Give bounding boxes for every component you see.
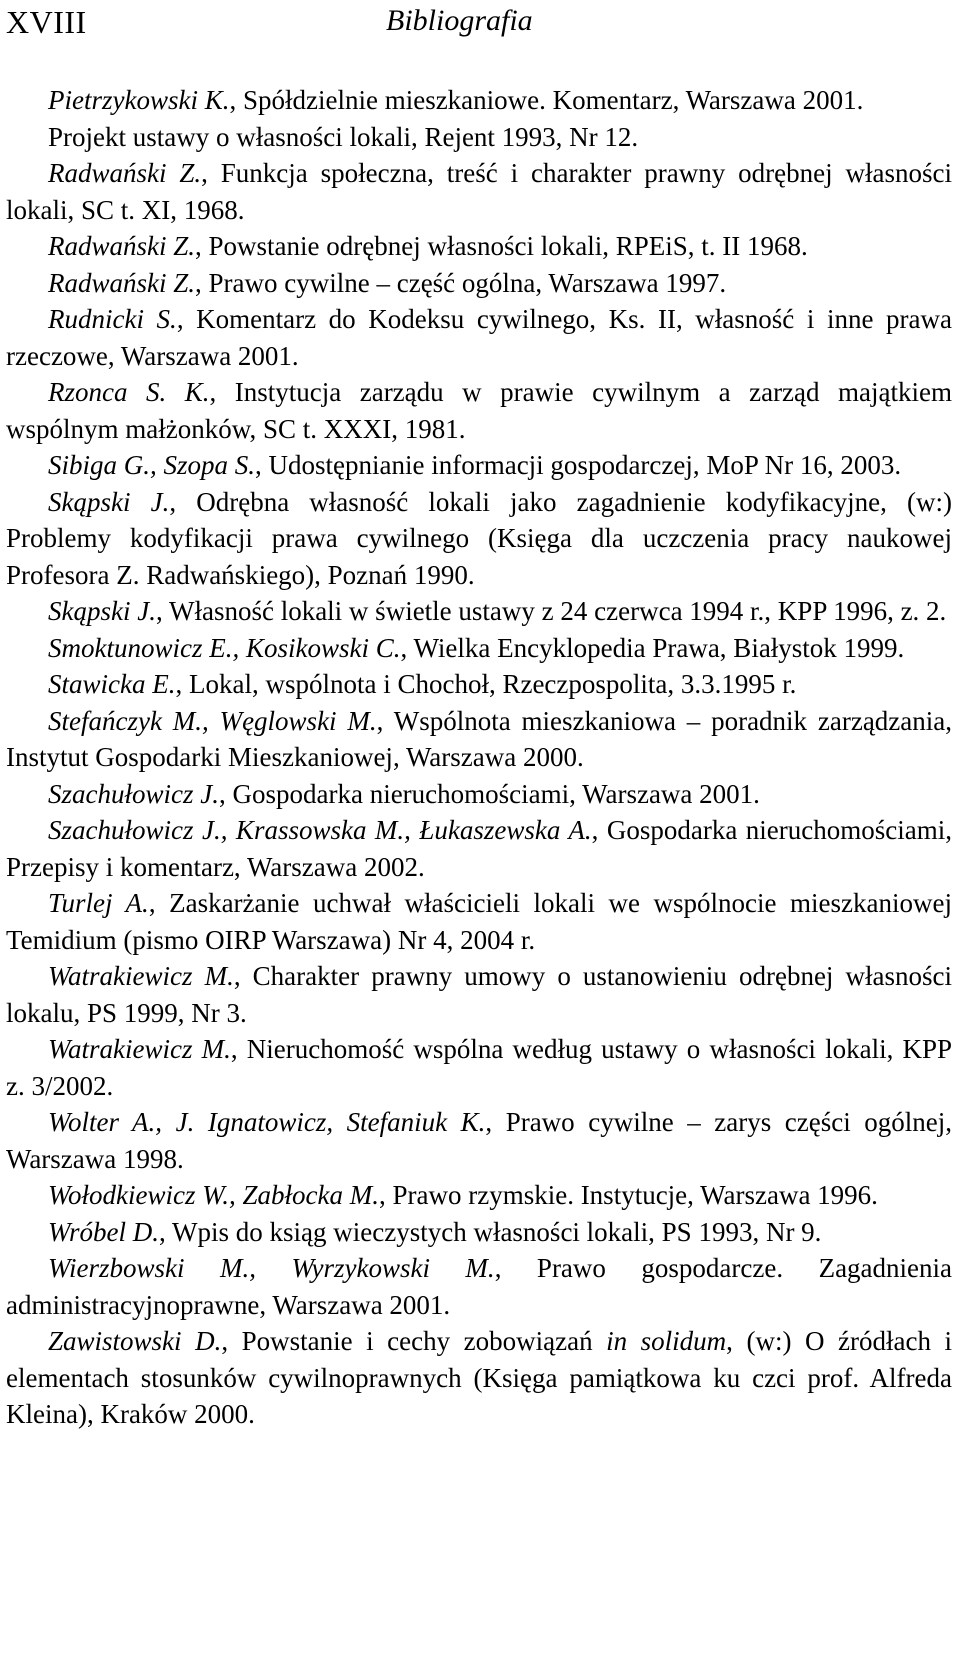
entry-authors: Pietrzykowski K. bbox=[48, 85, 230, 115]
bibliography-entry bbox=[6, 593, 952, 630]
bibliography-entry bbox=[6, 119, 952, 156]
entry-title: , Wspólnota mieszkaniowa – poradnik zarządzania, Instytut Gospodarki Mieszkaniowej, Warszawa 2000. bbox=[6, 705, 953, 772]
entry-authors: Rzonca S. K. bbox=[48, 377, 210, 407]
entry-title: , Wielka Encyklopedia Prawa, Białystok 1999. bbox=[400, 632, 905, 663]
entry-title: , Własność lokali w świetle ustawy z 24 czerwca 1994 r., KPP 1996, z. 2. bbox=[155, 596, 947, 626]
entry-title: , Nieruchomość wspólna według ustawy o własności lokali, KPP z. 3/2002. bbox=[6, 1034, 953, 1101]
entry-authors: Wołodkiewicz W., Zabłocka M. bbox=[48, 1180, 379, 1210]
entry-authors: Wróbel D. bbox=[48, 1216, 159, 1247]
bibliography-entry bbox=[6, 82, 952, 119]
entry-authors: Sibiga G., Szopa S. bbox=[48, 450, 256, 480]
bibliography-entry bbox=[6, 885, 952, 958]
entry-title: , Spółdzielnie mieszkaniowe. Komentarz, Warszawa 2001. bbox=[229, 85, 864, 115]
entry-title: , Gospodarka nieruchomościami, Warszawa 2001. bbox=[218, 778, 760, 809]
bibliography-entry bbox=[6, 1250, 952, 1323]
bibliography-entry bbox=[6, 155, 952, 228]
bibliography-entry bbox=[6, 666, 952, 703]
entry-authors: Wierzbowski M., Wyrzykowski M. bbox=[48, 1253, 495, 1283]
bibliography-entry bbox=[6, 812, 952, 885]
bibliography-entry bbox=[6, 1214, 952, 1251]
entry-authors: Watrakiewicz M. bbox=[48, 1034, 231, 1064]
running-title: Bibliografia bbox=[386, 4, 533, 37]
bibliography-entry bbox=[6, 484, 952, 594]
entry-authors: Skąpski J. bbox=[48, 596, 156, 626]
entry-authors: Rudnicki S. bbox=[48, 304, 177, 334]
entry-title: , Powstanie odrębnej własności lokali, RPEiS, t. II 1968. bbox=[195, 231, 808, 261]
entry-authors: Wolter A., J. Ignatowicz, Stefaniuk K. bbox=[48, 1107, 486, 1137]
entry-title: , Prawo rzymskie. Instytucje, Warszawa 1996. bbox=[378, 1180, 878, 1210]
bibliography-entry bbox=[6, 228, 952, 265]
entry-authors: Smoktunowicz E., Kosikowski C. bbox=[48, 632, 401, 663]
entry-title: , Funkcja społeczna, treść i charakter prawny odrębnej własności lokali, SC t. XI, 1968. bbox=[6, 158, 952, 225]
entry-authors: Stawicka E. bbox=[48, 669, 176, 699]
page-header bbox=[6, 0, 950, 44]
entry-title: , Charakter prawny umowy o ustanowieniu odrębnej własności lokalu, PS 1999, Nr 3. bbox=[6, 961, 953, 1028]
entry-emphasis: in solidum bbox=[606, 1326, 727, 1356]
entry-title: , Prawo cywilne – zarys części ogólnej, Warszawa 1998. bbox=[6, 1107, 952, 1174]
entry-authors: Szachułowicz J. bbox=[48, 778, 219, 809]
bibliography-entry bbox=[6, 301, 952, 374]
entry-title: , Instytucja zarządu w prawie cywilnym a zarząd majątkiem wspólnym małżonków, SC t. XXXI, 1981. bbox=[6, 377, 952, 444]
bibliography-entry bbox=[6, 265, 952, 302]
entry-authors: Radwański Z. bbox=[48, 158, 202, 188]
entry-authors: Radwański Z. bbox=[48, 267, 196, 298]
bibliography-entry bbox=[6, 374, 952, 447]
entry-authors: Skąpski J. bbox=[48, 486, 170, 517]
bibliography-entry bbox=[6, 1104, 952, 1177]
page-number: XVIII bbox=[6, 4, 87, 40]
entry-title: , Zaskarżanie uchwał właścicieli lokali we wspólnocie mieszkaniowej Temidium (pismo OIRP Warszawa) Nr 4, 2004 r. bbox=[6, 888, 952, 955]
bibliography-entry bbox=[6, 1177, 952, 1214]
entry-title: , Wpis do ksiąg wieczystych własności lokali, PS 1993, Nr 9. bbox=[159, 1216, 822, 1247]
entry-title-end: , (w:) O źródłach i elementach stosunków cywilnoprawnych (Księga pamiątkowa ku czci prof. Alfreda Kleina), Kraków 2000. bbox=[6, 1326, 952, 1429]
bibliography-entry bbox=[6, 958, 952, 1031]
entry-authors: Watrakiewicz M. bbox=[48, 961, 234, 991]
entry-title: , Prawo gospodarcze. Zagadnienia administracyjnoprawne, Warszawa 2001. bbox=[6, 1253, 953, 1320]
bibliography-entry bbox=[6, 703, 952, 776]
entry-authors: Zawistowski D. bbox=[48, 1326, 222, 1356]
entry-title: , Odrębna własność lokali jako zagadnienie kodyfikacyjne, (w:) Problemy kodyfikacji prawa cywilnego (Księga dla uczczenia pracy naukowej Profesora Z. Radwańskiego), Poznań 1990. bbox=[6, 486, 952, 590]
entry-title: , Gospodarka nieruchomościami, Przepisy i komentarz, Warszawa 2002. bbox=[6, 815, 952, 882]
bibliography-list bbox=[6, 82, 952, 1433]
bibliography-entry bbox=[6, 776, 952, 813]
entry-title: , Udostępnianie informacji gospodarczej, MoP Nr 16, 2003. bbox=[255, 450, 902, 480]
entry-title: , Komentarz do Kodeksu cywilnego, Ks. II, własność i inne prawa rzeczowe, Warszawa 2001. bbox=[6, 304, 952, 371]
entry-authors: Radwański Z. bbox=[48, 231, 196, 261]
entry-authors: Turlej A. bbox=[48, 888, 149, 918]
bibliography-entry bbox=[6, 630, 952, 667]
bibliography-entry bbox=[6, 447, 952, 484]
bibliography-entry bbox=[6, 1031, 952, 1104]
entry-authors: Stefańczyk M., Węglowski M. bbox=[48, 705, 377, 736]
bibliography-entry bbox=[6, 1323, 952, 1433]
entry-title: , Lokal, wspólnota i Chochoł, Rzeczpospolita, 3.3.1995 r. bbox=[175, 669, 797, 699]
entry-authors: Szachułowicz J., Krassowska M., Łukaszewska A. bbox=[48, 815, 592, 845]
entry-title: , Prawo cywilne – część ogólna, Warszawa 1997. bbox=[195, 267, 727, 298]
entry-title: , Powstanie i cechy zobowiązań bbox=[221, 1326, 607, 1356]
entry-title: Projekt ustawy o własności lokali, Rejent 1993, Nr 12. bbox=[48, 121, 639, 152]
